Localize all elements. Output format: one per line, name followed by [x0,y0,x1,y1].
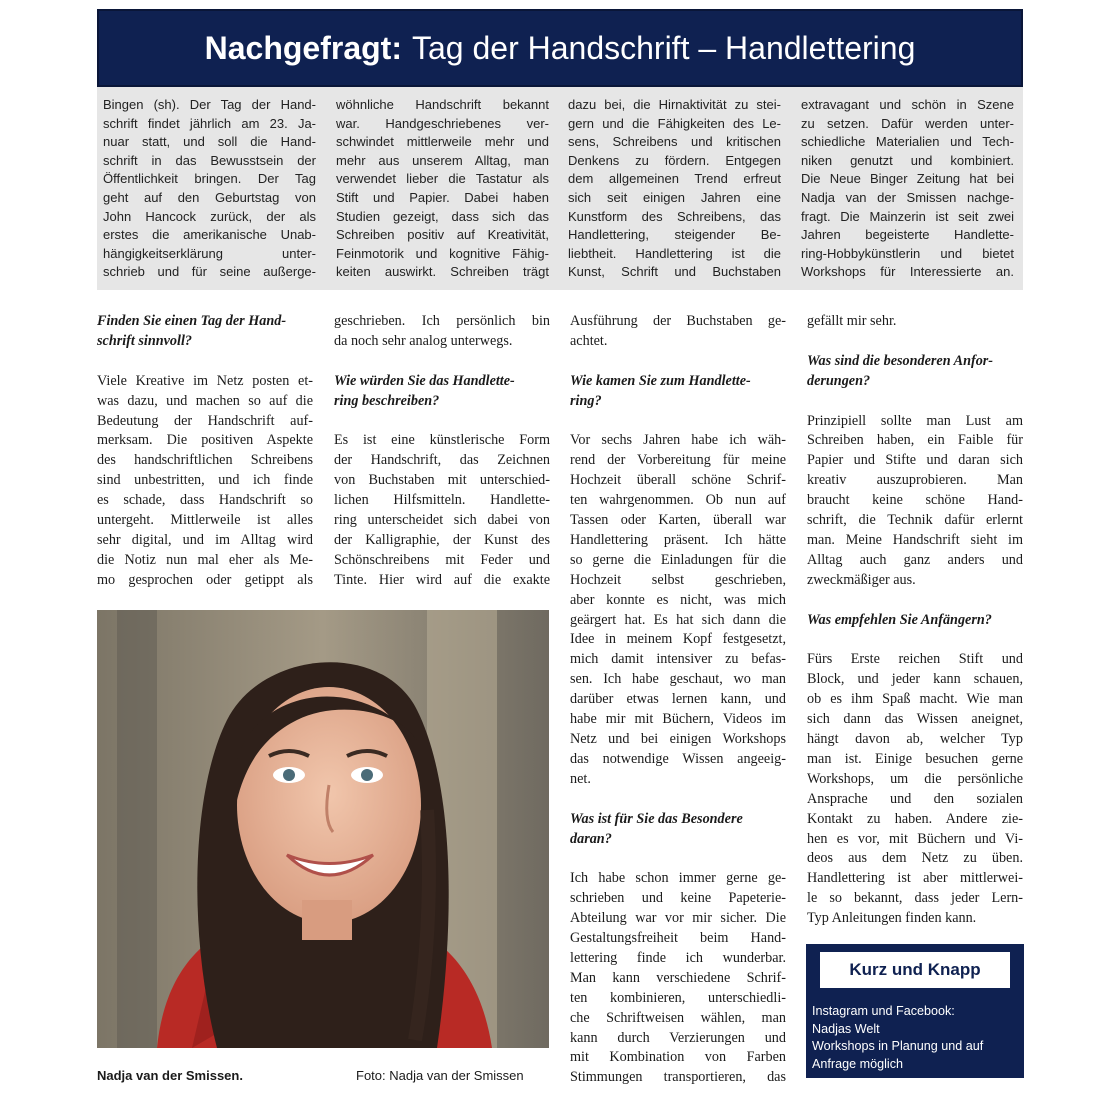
text-line: rend der Vorbereitung für meine [570,452,786,469]
info-box-title: Kurz und Knapp [820,952,1010,988]
text-line: es schade, dass Handschrift so [97,492,313,509]
text-line: der Handschrift, das Zeichnen [334,452,550,469]
text-line: Schönschreibens mit Feder und [334,551,550,568]
text-line: Workshops in Planung und auf [812,1039,984,1054]
answer-1 [97,372,313,591]
article-column-1 [97,312,313,591]
text-line: Prinzipiell sollte man Lust am [807,412,1023,429]
text-line: Wie würden Sie das Handlette- [334,372,515,389]
answer-4-continued [807,312,1023,332]
text-line: Handlettering ist aber mittlerwei- [807,870,1023,887]
text-line: ring beschreiben? [334,392,440,409]
text-line: gern und die Fähigkeiten des Le- [568,115,781,131]
text-line: Ausführung der Buchstaben ge- [570,313,786,329]
text-line: schrift sinnvoll? [97,332,192,349]
text-line: Tassen oder Karten, überall war [570,512,786,529]
text-line: erstes die amerikanische Unab- [103,227,316,243]
text-line: schwindet mittlerweile mehr und [336,134,549,150]
text-line: hängigkeitserklärung unter- [103,245,316,261]
text-line: Block, und jeder kann schauen, [807,671,1023,688]
text-line: Man kann verschiedene Schrif- [570,969,786,986]
text-line: liebtheit. Handlettering ist die [568,245,781,261]
text-line: schrift, die Technik dafür erlernt [807,512,1023,529]
text-line: sehr digital, und im Alltag wird [97,531,313,548]
text-line: Nadja van der Smissen nachge- [801,189,1014,205]
text-line: Hochzeit überall schöne Schrif- [570,472,786,489]
text-line: da noch sehr analog unterwegs. [334,332,513,349]
headline-rest: Tag der Handschrift – Handlettering [411,29,916,66]
text-line: wöhnliche Handschrift bekannt [336,97,549,112]
text-line: Tinte. Hier wird auf die exakte [334,571,550,588]
answer-1-continued [334,312,550,352]
text-line: che Schriftweisen wählen, man [570,1009,786,1026]
answer-6 [807,650,1023,929]
text-line: war. Handgeschriebenes ver- [336,115,549,131]
question-6 [807,611,1023,631]
text-line: habe mir mit Büchern, Videos im [570,711,786,728]
text-line: zu setzen. Dafür werden unter- [801,115,1014,131]
text-line: ring? [570,392,602,409]
text-line: Papier und Stifte und daran sich [807,452,1023,469]
text-line: John Hancock zurück, der als [103,208,316,224]
text-line: ob es ihm Spaß macht. Wie man [807,691,1023,708]
text-line: kann durch Verzierungen und [570,1029,786,1046]
photo-caption: Nadja van der Smissen. [97,1068,243,1083]
text-line: Alltag auch ganz anders und [807,551,1023,568]
text-line: geärgert hat. Es hat sich dann die [570,611,786,628]
text-line: Feinmotorik und kognitive Fähig- [336,245,549,261]
text-line: Kunstform des Schreibens, das [568,208,781,224]
text-line: aber konnte es nicht, was mich [570,591,786,608]
text-line: Es ist eine künstlerische Form [334,432,550,449]
intro-column-2 [336,96,549,282]
text-line: schrift in das Bewusstsein der [103,152,316,168]
text-line: mo gesprochen oder getippt als [97,571,313,588]
text-line: sich seit einigen Jahren eine [568,189,781,205]
photo-credit: Foto: Nadja van der Smissen [356,1068,524,1083]
text-line: hängt davon ab, welcher Typ [807,730,1023,747]
text-line: lichen Hilfsmitteln. Handlette- [334,492,550,509]
text-line: Öffentlichkeit bringen. Der Tag [103,171,316,187]
text-line: schrift findet jährlich am 23. Ja- [103,115,316,131]
text-line: Was sind die besonderen Anfor- [807,352,994,369]
text-line: Hochzeit selbst geschrieben, [570,571,786,588]
text-line: net. [570,770,591,787]
text-line: nuar statt, und soll die Hand- [103,134,316,150]
portrait-illustration [97,610,549,1048]
text-line: Stimmungen transportieren, das [570,1069,786,1086]
text-line: Denkens zu fördern. Entgegen [568,152,781,168]
text-line: sens, Schreibens und kritischen [568,134,781,150]
text-line: derungen? [807,372,871,389]
text-line: Die Neue Binger Zeitung hat bei [801,171,1014,187]
text-line: Nadjas Welt [812,1021,880,1036]
text-line: braucht keine schöne Hand- [807,492,1023,509]
answer-4 [570,869,786,1088]
text-line: Wie kamen Sie zum Handlette- [570,372,751,389]
text-line: mit Kombination von Farben [570,1049,786,1066]
question-3 [570,372,786,412]
question-4 [570,810,786,850]
text-line: Finden Sie einen Tag der Hand- [97,313,287,329]
text-line: ring-Hobbykünstlerin und bietet [801,245,1014,261]
text-line: lettering finde ich wunderbar. [570,949,786,966]
text-line: Stift und Papier. Dabei haben [336,189,549,205]
text-line: ring unterscheidet sich dabei von [334,512,550,529]
text-line: Handlettering, steigender Be- [568,227,781,243]
text-line: Typ Anleitungen finden kann. [807,910,977,927]
text-line: Bingen (sh). Der Tag der Hand- [103,97,316,112]
text-line: achtet. [570,332,608,349]
text-line: dem allgemeinen Trend erfreut [568,171,781,187]
text-line: schiedliche Materialien und Tech- [801,134,1014,150]
text-line: Anfrage möglich [812,1056,904,1071]
text-line: daran? [570,830,612,847]
article-column-2 [334,312,550,591]
intro-column-4 [801,96,1014,282]
question-1 [97,312,313,352]
text-line: schrieb und für seine außerge- [103,264,316,280]
intro-box [97,87,1023,290]
text-line: keiten auswirkt. Schreiben trägt [336,264,549,280]
text-line: geschrieben. Ich persönlich bin [334,313,550,329]
headline-bold: Nachgefragt: [204,29,402,66]
text-line: Viele Kreative im Netz posten et- [97,372,313,389]
text-line: Schreiben positiv auf Kreativität, [336,227,549,243]
text-line: merksam. Die positiven Aspekte [97,432,313,449]
article-column-3 [570,312,786,1088]
answer-5 [807,412,1023,591]
text-line: schrieben und keine Papeterie- [570,890,786,907]
text-line: Was ist für Sie das Besondere [570,810,743,827]
article-column-4 [807,312,1023,929]
text-line: le so bekannt, dass jeder Lern- [807,890,1023,907]
text-line: dazu bei, die Hirnaktivität zu stei- [568,97,781,112]
intro-column-1 [103,96,316,282]
question-2 [334,372,550,412]
text-line: die Notiz nun mal eher als Me- [97,551,313,568]
text-line: Vor sechs Jahren habe ich wäh- [570,432,786,449]
answer-2-continued [570,312,786,352]
text-line: sind unbestritten, und ich finde [97,472,313,489]
text-line: des handschriftlichen Schreibens [97,452,313,469]
text-line: niken genutzt und kombiniert. [801,152,1014,168]
text-line: Idee in meinem Kopf festgesetzt, [570,631,786,648]
text-line: Workshops, um die persönliche [807,770,1023,787]
text-line: Was empfehlen Sie Anfängern? [807,611,992,628]
text-line: Abteilung war vor mir sicher. Die [570,910,786,927]
intro-column-3 [568,96,781,282]
text-line: was dazu, und machen so auf die [97,392,313,409]
text-line: sen. Ich habe geschaut, wo man [570,671,786,688]
text-line: extravagant und schön in Szene [801,97,1014,112]
text-line: darüber etwas lernen kann, und [570,691,786,708]
text-line: das notwendige Wissen angeeig- [570,750,786,767]
text-line: Studien gezeigt, dass sich das [336,208,549,224]
text-line: Bedeutung der Handschrift auf- [97,412,313,429]
answer-2 [334,431,550,590]
text-line: hen es vor, mit Büchern und Vi- [807,830,1023,847]
headline [97,9,1023,87]
text-line: Gestaltungsfreiheit beim Hand- [570,930,786,947]
text-line: mich damit intensiver zu befas- [570,651,786,668]
text-line: untergeht. Mittlerweile ist alles [97,512,313,529]
text-line: verwendet lieber die Tastatur als [336,171,549,187]
text-line: fragt. Die Mainzerin ist seit zwei [801,208,1014,224]
text-line: von Buchstaben mit unterschied- [334,472,550,489]
text-line: Schreiben haben, ein Faible für [807,432,1023,449]
text-line: ten wahrgenommen. Ob nun auf [570,492,786,509]
text-line: man. Meine Handschrift sieht im [807,531,1023,548]
text-line: Jahren begeisterte Handlette- [801,227,1014,243]
text-line: Instagram und Facebook: [812,1004,955,1018]
text-line: mehr aus unserem Alltag, man [336,152,549,168]
text-line: Kontakt zu haben. Andere zie- [807,810,1023,827]
portrait-photo [97,610,549,1048]
text-line: Fürs Erste reichen Stift und [807,651,1023,668]
text-line: Netz und bei einigen Workshops [570,731,786,747]
text-line: zweckmäßiger aus. [807,571,916,588]
text-line: sich dann das Wissen aneignet, [807,711,1023,728]
text-line: man ist. Einige besuchen gerne [807,750,1023,767]
question-5 [807,352,1023,392]
text-line: Ich habe schon immer gerne ge- [570,870,786,887]
text-line: ten kombinieren, unterschiedli- [570,989,786,1006]
text-line: Kunst, Schrift und Buchstaben [568,264,781,280]
text-line: kreativ auszuprobieren. Man [807,472,1023,489]
text-line: der Kalligraphie, der Kunst des [334,531,550,548]
text-line: deos aus dem Netz zu üben. [807,850,1023,867]
text-line: Workshops für Interessierte an. [801,264,1014,280]
info-box-body [812,1003,983,1073]
text-line: Ansprache und den sozialen [807,790,1023,807]
text-line: geht auf den Geburtstag von [103,189,316,205]
answer-3 [570,431,786,789]
text-line: gefällt mir sehr. [807,313,897,329]
text-line: Handlettering präsent. Ich hätte [570,531,786,548]
info-box [806,944,1024,1078]
text-line: so gerne die Einladungen für die [570,551,786,568]
